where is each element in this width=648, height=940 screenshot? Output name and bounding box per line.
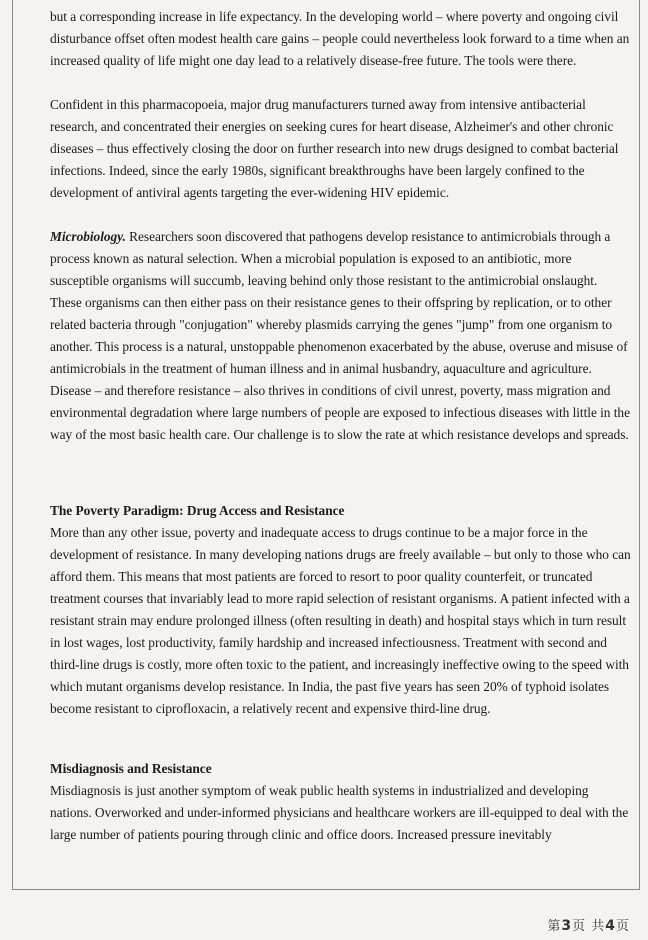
section-misdiagnosis bbox=[50, 758, 632, 846]
page-current: 3 bbox=[561, 918, 573, 934]
paragraph-microbiology bbox=[50, 226, 632, 446]
page-total: 4 bbox=[605, 918, 616, 934]
document-body bbox=[50, 6, 632, 846]
section-spacer bbox=[50, 720, 632, 758]
section-heading: The Poverty Paradigm: Drug Access and Resistance bbox=[50, 503, 345, 518]
section-text: Misdiagnosis is just another symptom of weak public health systems in industrialized and developing nations. Overworked and under-informed physicians and healthcare workers are ill-equipped to deal with the large number of patients pouring through clinic and office doors. Increased pressure inevitably bbox=[50, 783, 629, 842]
section-poverty-paradigm bbox=[50, 500, 632, 720]
section-spacer bbox=[50, 468, 632, 500]
section-text: More than any other issue, poverty and inadequate access to drugs continue to be a major force in the development of resistance. In many developing nations drugs are freely available – but only to those who can afford them. This means that most patients are forced to resort to poor quality counterfeit, or truncated treatment courses that invariably lead to more rapid selection of resistant organisms. A patient infected with a resistant strain may endure prolonged illness (often resulting in death) and hospital stays which in turn result in lost wages, lost productivity, family hardship and increased infectiousness. Treatment with second and third-line drugs is costly, more often toxic to the patient, and increasingly ineffective owing to the speed with which mutant organisms develop resistance. In India, the past five years has seen 20% of typhoid isolates become resistant to ciprofloxacin, a relatively recent and expensive third-line drug. bbox=[50, 525, 631, 716]
page-number bbox=[547, 915, 630, 934]
microbiology-lead: Microbiology. bbox=[50, 229, 126, 244]
section-heading: Misdiagnosis and Resistance bbox=[50, 761, 212, 776]
page-mid: 页 共 bbox=[572, 919, 606, 934]
page-prefix: 第 bbox=[547, 919, 562, 934]
paragraph-pharmacopoeia: Confident in this pharmacopoeia, major drug manufacturers turned away from intensive antibacterial research, and concentrated their energies on seeking cures for heart disease, Alzheimer's and other chronic diseases – thus effectively closing the door on further research into new drugs designed to combat bacterial infections. Indeed, since the early 1980s, significant breakthroughs have been largely confined to the development of antiviral agents targeting the ever-widening HIV epidemic. bbox=[50, 97, 619, 200]
paragraph-life-expectancy: but a corresponding increase in life expectancy. In the developing world – where poverty and ongoing civil disturbance offset often modest health care gains – people could nevertheless look forward to a time when an increased quality of life might one day lead to a relatively disease-free future. The tools were there. bbox=[50, 9, 630, 68]
microbiology-text: Researchers soon discovered that pathogens develop resistance to antimicrobials through a process known as natural selection. When a microbial population is exposed to an antibiotic, more susceptible organisms will succumb, leaving behind only those resistant to the antimicrobial onslaught. These organisms can then either pass on their resistance genes to their offspring by replication, or to other related bacteria through "conjugation" whereby plasmids carrying the genes "jump" from one organism to another. This process is a natural, unstoppable phenomenon exacerbated by the abuse, overuse and misuse of antimicrobials in the treatment of human illness and in animal husbandry, aquaculture and agriculture. Disease – and therefore resistance – also thrives in conditions of civil unrest, poverty, mass migration and environmental degradation where large numbers of people are exposed to infectious diseases with little in the way of the most basic health care. Our challenge is to slow the rate at which resistance develops and spreads. bbox=[50, 229, 630, 442]
page-suffix: 页 bbox=[615, 919, 630, 934]
